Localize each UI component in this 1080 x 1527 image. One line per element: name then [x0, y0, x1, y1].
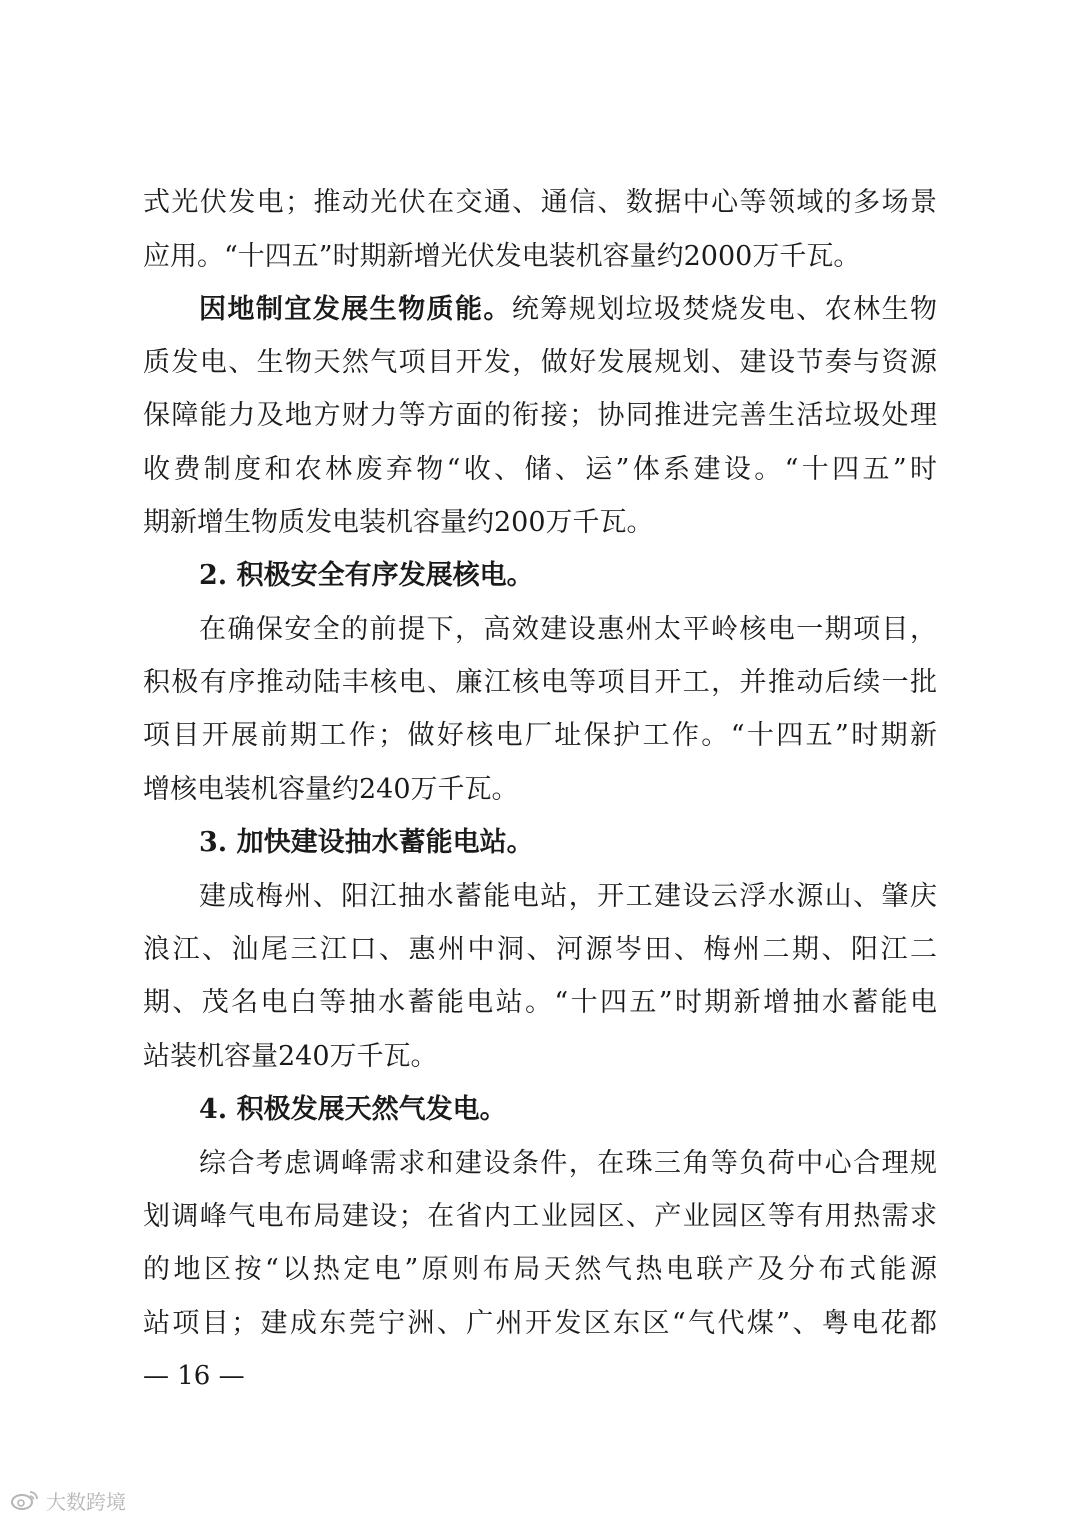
watermark-text: 大数跨境: [46, 1489, 126, 1514]
paragraph-line: 在确保安全的前提下，高效建设惠州太平岭核电一期项目，: [199, 614, 937, 645]
paragraph-line: 建成梅州、阳江抽水蓄能电站，开工建设云浮水源山、肇庆: [199, 881, 937, 912]
paragraph-line: 站装机容量240万千瓦。: [143, 1041, 438, 1072]
paragraph-line: 积极有序推动陆丰核电、廉江核电等项目开工，并推动后续一批: [143, 667, 937, 698]
paragraph-line: 综合考虑调峰需求和建设条件，在珠三角等负荷中心合理规: [199, 1148, 937, 1179]
paragraph-line-with-bold-lead: [199, 290, 937, 330]
paragraph-line: 浪江、汕尾三江口、惠州中洞、河源岑田、梅州二期、阳江二: [143, 934, 937, 965]
paragraph-line: 期、茂名电白等抽水蓄能电站。“十四五”时期新增抽水蓄能电: [143, 987, 937, 1018]
paragraph-line: 划调峰气电布局建设；在省内工业园区、产业园区等有用热需求: [143, 1201, 937, 1232]
paragraph-line: 增核电装机容量约240万千瓦。: [143, 774, 519, 805]
section-heading: 3. 加快建设抽水蓄能电站。: [199, 827, 534, 858]
paragraph-text: 统筹规划垃圾焚烧发电、农林生物: [511, 294, 937, 325]
section-heading: 4. 积极发展天然气发电。: [199, 1094, 507, 1125]
paragraph-line: 质发电、生物天然气项目开发，做好发展规划、建设节奏与资源: [143, 347, 937, 378]
section-heading: 2. 积极安全有序发展核电。: [199, 560, 534, 591]
watermark: [10, 1486, 126, 1514]
paragraph-line: 收费制度和农林废弃物“收、储、运”体系建设。“十四五”时: [143, 454, 937, 485]
page-number: — 16 —: [143, 1361, 245, 1391]
weibo-style-logo-icon: [10, 1488, 40, 1512]
paragraph-line: 式光伏发电；推动光伏在交通、通信、数据中心等领域的多场景: [143, 187, 937, 218]
paragraph-line: 期新增生物质发电装机容量约200万千瓦。: [143, 507, 654, 538]
paragraph-line: 应用。“十四五”时期新增光伏发电装机容量约2000万千瓦。: [143, 241, 861, 272]
bold-lead-text: 因地制宜发展生物质能。: [199, 294, 512, 325]
paragraph-line: 保障能力及地方财力等方面的衔接；协同推进完善生活垃圾处理: [143, 400, 937, 431]
paragraph-line: 项目开展前期工作；做好核电厂址保护工作。“十四五”时期新: [143, 720, 937, 751]
paragraph-line: 站项目；建成东莞宁洲、广州开发区东区“气代煤”、粤电花都: [143, 1308, 937, 1339]
paragraph-line: 的地区按“以热定电”原则布局天然气热电联产及分布式能源: [143, 1254, 937, 1285]
